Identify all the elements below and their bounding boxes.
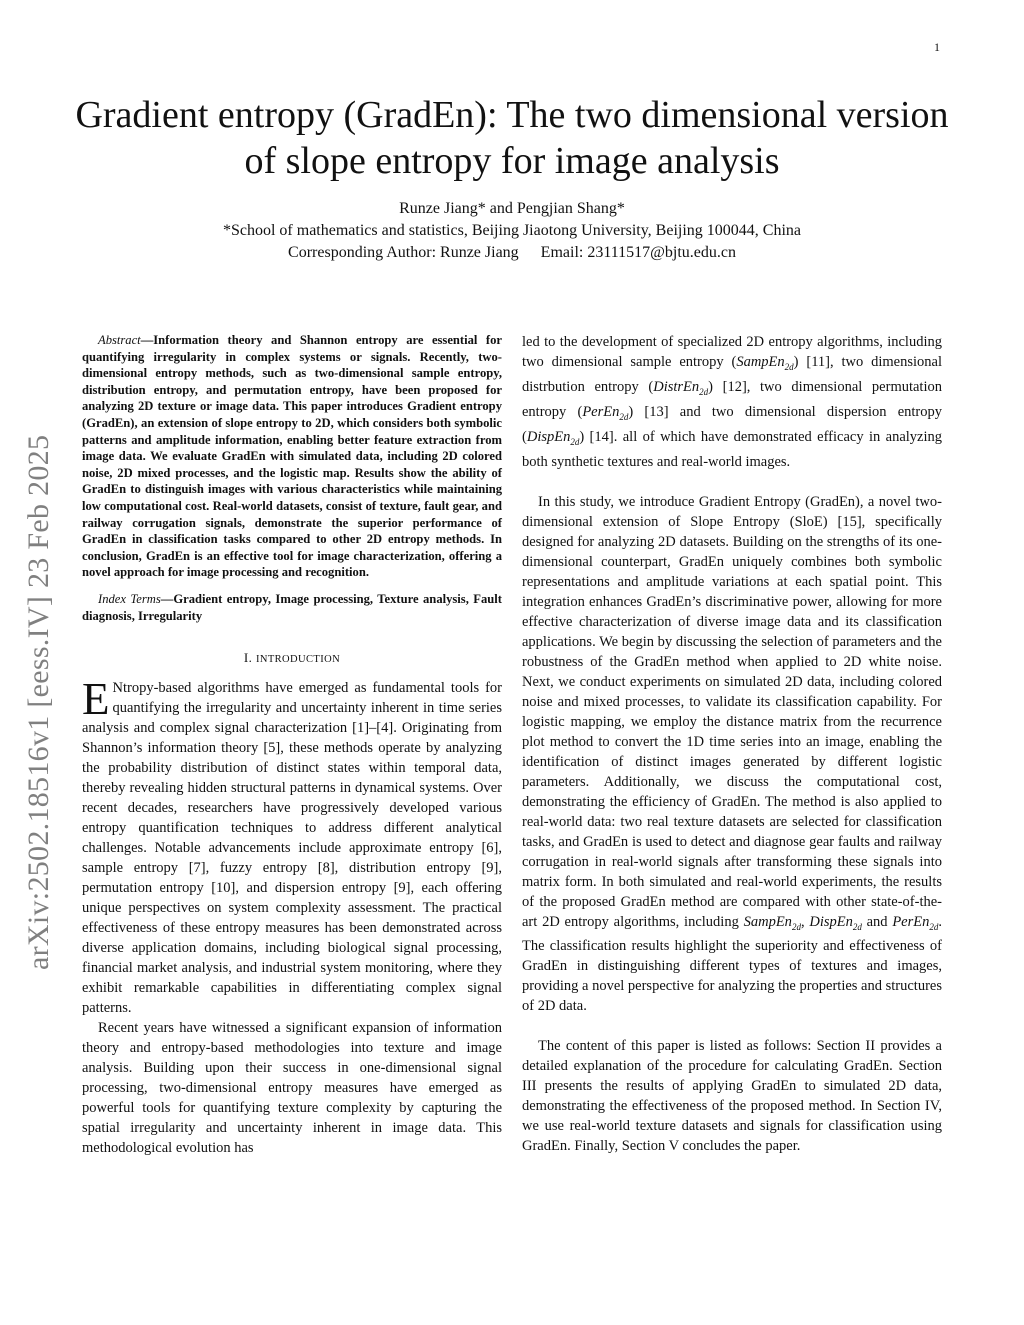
math-symbol: PerEn [582, 403, 620, 420]
abstract-label: Abstract [98, 333, 141, 347]
section-heading-introduction [82, 648, 502, 670]
math-subscript: 2d [929, 921, 939, 932]
separator: , [800, 913, 810, 930]
paragraph-text: led to the development of specialized 2D entropy algorithms, including two dimensional sample entropy ( [522, 334, 942, 370]
intro-paragraph-3 [522, 332, 942, 472]
intro-paragraph-1-text: Ntropy-based algorithms have emerged as fundamental tools for quantifying the irregularity and uncertainty inherent in time series analysis and complex signal characterization [1]–[4]. Originating from Shannon’s information theory [5], these methods operate by analyzing the probability distribution of distinct states within temporal data, thereby revealing hidden structural patterns in dynamical systems. Over recent decades, researchers have progressively developed various entropy quantification techniques to address different analytical challenges. Notable advancements include approximate entropy [6], sample entropy [7], fuzzy entropy [8], distribution entropy [9], permutation entropy [10], and dispersion entropy [9], each offering unique perspectives on system complexity assessment. The practical effectiveness of these entropy measures has been demonstrated across diverse application domains, including biological signal processing, financial market analysis, and industrial system monitoring, where they exhibit remarkable capabilities in differentiating complex signal patterns. [82, 680, 502, 1017]
abstract-text: —Information theory and Shannon entropy are essential for quantifying irregularity in complex systems or signals. Recently, two-dimensional entropy methods, such as two-dimensional sample entropy, distribution entropy, and permutation entropy, have been proposed for analyzing 2D texture or image data. This paper introduces Gradient entropy (GradEn), an extension of slope entropy to 2D, which considers both symbolic patterns and amplitude information, enabling better feature extraction from image data. We evaluate GradEn with simulated data, including 2D colored noise, 2D mixed processes, and the logistic map. Results show the ability of GradEn to distinguish images with various characteristics while maintaining low computational cost. Real-world datasets, consist of texture, fault gear, and railway corrugation signals, demonstrate the superior performance of GradEn in classification tasks compared to other 2D entropy methods. In conclusion, GradEn is an effective tool for image characterization, offering a novel approach for image processing and recognition. [82, 333, 502, 580]
index-terms [82, 591, 502, 624]
math-subscript: 2d [699, 386, 709, 397]
math-peren2d [582, 404, 628, 420]
author-list: Runze Jiang* and Pengjian Shang* [399, 200, 625, 217]
separator: and [861, 913, 893, 930]
intro-paragraph-1 [82, 674, 502, 1018]
index-terms-label: Index Terms [98, 591, 161, 606]
intro-paragraph-5: The content of this paper is listed as follows: Section II provides a detailed explanation of the procedure for calculating GradEn. Section III presents the results of applying GradEn to simulated 2D data, demonstrating the effectiveness of the proposed method. In Section IV, we use real-world texture datasets and signals for classification using GradEn. Finally, Section V concludes the paper. [522, 1038, 942, 1155]
math-subscript: 2d [852, 921, 862, 932]
page-number: 1 [934, 40, 940, 54]
math-sampen2d [744, 914, 801, 930]
author-affiliation: *School of mathematics and statistics, Beijing Jiaotong University, Beijing 100044, China [222, 222, 801, 239]
paragraph-text: ) [11], two dimensional distrbution entropy ( [522, 354, 942, 395]
math-symbol: DistrEn [653, 378, 700, 395]
paragraph-text: ) [13] and two dimensional dispersion entropy ( [522, 403, 943, 445]
abstract [82, 332, 502, 581]
section-title: INTRODUCTION [255, 654, 341, 666]
intro-paragraph-2: Recent years have witnessed a significant expansion of information theory and entropy-based methodologies into texture and image analysis. Building upon their success in one-dimensional signal processing, two-dimensional entropy measures have emerged as powerful tools for quantifying texture complexity by capturing the spatial irregularity and uncertainty inherent in image data. This methodological evolution has [82, 1020, 502, 1157]
math-distren2d [653, 379, 708, 395]
math-subscript: 2d [791, 921, 801, 932]
math-symbol: DispEn [809, 913, 853, 930]
math-subscript: 2d [570, 436, 580, 447]
math-peren2d [892, 914, 938, 930]
corresponding-author: Corresponding Author: Runze Jiang [288, 244, 519, 261]
paper-title: Gradient entropy (GradEn): The two dimensional version of slope entropy for image analysis [75, 94, 949, 182]
math-subscript: 2d [784, 361, 794, 372]
math-dispen2d [809, 914, 862, 930]
paragraph-text: ) [12], two dimensional permutation entropy ( [522, 378, 942, 420]
math-symbol: SampEn [743, 913, 792, 930]
math-sampen2d [736, 354, 793, 370]
index-terms-text: —Gradient entropy, Image processing, Texture analysis, Fault diagnosis, Irregularity [82, 591, 502, 623]
author-email: Email: 23111517@bjtu.edu.cn [540, 244, 736, 261]
arxiv-identifier-stamp: arXiv:2502.18516v1 [eess.IV] 23 Feb 2025 [22, 434, 55, 970]
drop-cap: E [82, 674, 110, 725]
math-symbol: DispEn [526, 428, 571, 445]
paragraph-text: In this study, we introduce Gradient Entropy (GradEn), a novel two-dimensional extension of Slope Entropy (SloE) [15], specifically designed for analyzing 2D datasets. Building on the strengths of its one-dimensional counterpart, GradEn uniquely combines both symbolic representations and amplitude variations at each spatial point. This integration enhances GradEn’s discriminative power, allowing for more effective characterization of diverse image data and its classification applications. We begin by discussing the selection of parameters and the robustness of the GradEn method when applied to 2D white noise. Next, we conduct experiments on simulated 2D data, including colored noise and mixed processes, to validate its classification capability. For logistic mapping, we employ the distance matrix from the recurrence plot method to convert the 1D time series into an image, enabling the identification of distinct images generated by different logistic parameters. Additionally, we discuss the computational cost, demonstrating the efficiency of GradEn. The method is also applied to real-world data: two real texture datasets are selected for classification tasks, and GradEn is used to detect and diagnose gear faults and railway corrugation in real-world signals after transforming these signals into matrix form. In both simulated and real-world experiments, the results of the proposed GradEn method are compared with other state-of-the-art 2D entropy algorithms, including [522, 493, 942, 930]
corresponding-author-line [60, 242, 964, 264]
section-numeral: I. [243, 650, 253, 666]
math-dispen2d [527, 429, 580, 445]
paragraph-text: ) [14]. all of which have demonstrated efficacy in analyzing both synthetic textures and real-world images. [522, 428, 942, 470]
right-column [522, 332, 942, 1156]
math-symbol: PerEn [892, 913, 930, 930]
math-symbol: SampEn [736, 354, 785, 370]
paragraph-text: . The classification results highlight the superiority and effectiveness of GradEn in distinguishing different types of textures and images, providing a novel perspective for analyzing the properties and structures of 2D data. [522, 913, 942, 1015]
left-column [82, 332, 502, 1158]
math-subscript: 2d [619, 411, 629, 422]
intro-paragraph-4 [522, 492, 942, 1017]
